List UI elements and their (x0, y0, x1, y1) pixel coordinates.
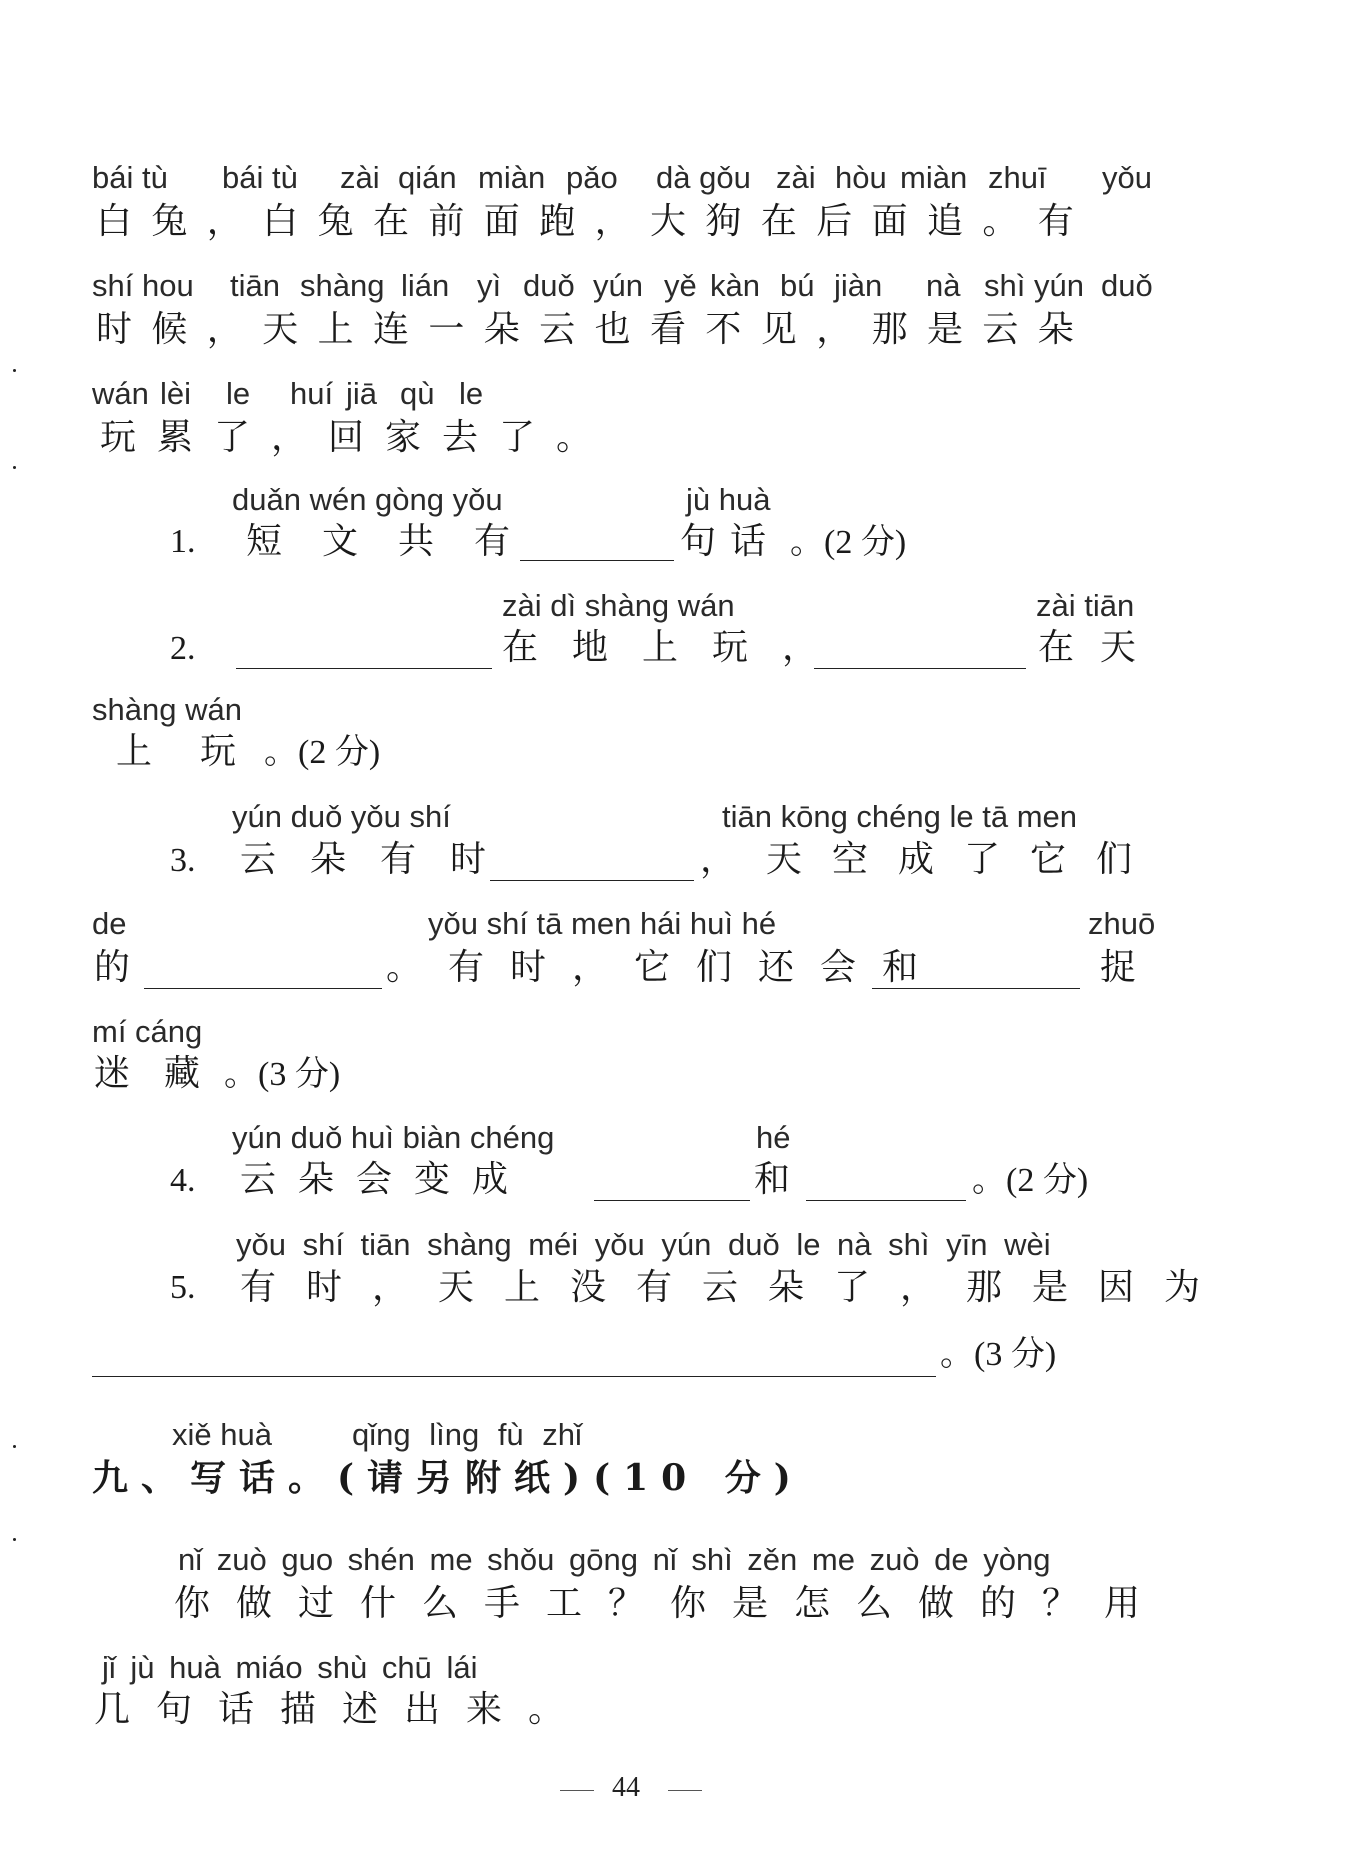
score-label: 。(2 分) (972, 1162, 1089, 1199)
pinyin: nǐ zuò guo shén me shǒu gōng nǐ shì zěn me zuò de yòng (178, 1542, 1051, 1577)
pinyin: jǐ jù huà miáo shù chū lái (102, 1650, 478, 1685)
pinyin: kàn (710, 268, 760, 303)
question-text: 。有时，它们还会和 (386, 947, 945, 988)
pinyin: lián (401, 268, 450, 303)
prompt-text: 你做过什么手工？你是怎么做的？用 (174, 1583, 1167, 1624)
pinyin: yún duǒ huì biàn chéng (232, 1120, 555, 1155)
question-text: 云朵有时 (240, 839, 521, 880)
pinyin: huí (290, 376, 334, 411)
score-label: 。(2 分) (790, 524, 907, 561)
score-label: 。(3 分) (940, 1336, 1057, 1373)
divider (668, 1790, 702, 1791)
pinyin: shàng wán (92, 692, 242, 727)
scan-speck (13, 369, 16, 372)
answer-blank[interactable] (236, 668, 492, 669)
scan-speck (13, 1538, 16, 1541)
pinyin: miàn (478, 160, 546, 195)
question-text: 迷藏 (94, 1053, 235, 1094)
pinyin: dà gǒu (656, 160, 751, 195)
scan-speck (13, 466, 16, 469)
pinyin: zài (340, 160, 380, 195)
pinyin: zài (776, 160, 816, 195)
pinyin: duǒ (523, 268, 575, 303)
score-label: 。(2 分) (264, 734, 381, 771)
pinyin: duǎn wén gòng yǒu (232, 482, 503, 517)
question-text: 云朵会变成 (240, 1159, 531, 1200)
pinyin: yě (664, 268, 697, 303)
answer-blank[interactable] (594, 1200, 750, 1201)
question-text: 短文共有 (246, 521, 551, 562)
question-text: 上玩 (116, 731, 285, 772)
question-number: 5. (170, 1269, 196, 1306)
divider (560, 1790, 594, 1791)
pinyin: wán (92, 376, 149, 411)
pinyin: xiě huà (172, 1417, 272, 1452)
passage-text: 玩累了，回家去了。 (100, 417, 614, 458)
question-number: 4. (170, 1162, 196, 1199)
passage-text: 白兔，白兔在前面跑，大狗在后面追。有 (96, 201, 1094, 242)
pinyin: jiàn (834, 268, 883, 303)
pinyin: shì (984, 268, 1026, 303)
question-number: 1. (170, 523, 196, 560)
prompt-text: 几句话描述出来。 (94, 1689, 591, 1730)
pinyin: bái tù (222, 160, 298, 195)
question-text: 捉 (1100, 947, 1137, 988)
pinyin: miàn (900, 160, 968, 195)
pinyin: bái tù (92, 160, 168, 195)
question-text: 和 (754, 1159, 791, 1200)
question-text: 有时，天上没有云朵了，那是因为 (240, 1267, 1231, 1308)
pinyin: zhuī (988, 160, 1047, 195)
question-number: 2. (170, 630, 196, 667)
answer-blank[interactable] (92, 1376, 936, 1377)
pinyin: yún (1034, 268, 1084, 303)
pinyin: zhuō (1088, 906, 1156, 941)
pinyin: yún (593, 268, 643, 303)
question-text: 的 (94, 947, 131, 988)
pinyin: duǒ (1101, 268, 1153, 303)
pinyin: mí cáng (92, 1014, 203, 1049)
question-text: 在天 (1038, 627, 1163, 668)
pinyin: yì (477, 268, 502, 303)
answer-blank[interactable] (814, 668, 1026, 669)
answer-blank[interactable] (872, 988, 1080, 989)
pinyin: jù huà (686, 482, 771, 517)
score-label: 。(3 分) (224, 1056, 341, 1093)
pinyin: zài dì shàng wán (502, 588, 735, 623)
scan-speck (13, 1445, 16, 1448)
question-text: ，天空成了它们 (700, 839, 1163, 880)
pinyin: pǎo (566, 160, 618, 195)
pinyin: qù (400, 376, 435, 411)
pinyin: lèi (160, 376, 192, 411)
pinyin: yún duǒ yǒu shí (232, 799, 451, 834)
pinyin: shàng (300, 268, 385, 303)
pinyin: le (459, 376, 484, 411)
question-number: 3. (170, 842, 196, 879)
pinyin: nà (926, 268, 961, 303)
pinyin: tiān kōng chéng le tā men (722, 799, 1078, 834)
answer-blank[interactable] (520, 560, 674, 561)
pinyin: qǐng lìng fù zhǐ (352, 1417, 582, 1452)
pinyin: yǒu shí tā men hái huì hé (428, 906, 777, 941)
pinyin: shí hou (92, 268, 194, 303)
question-text: 句话 (680, 521, 781, 562)
pinyin: tiān (230, 268, 280, 303)
pinyin: de (92, 906, 127, 941)
passage-text: 时候，天上连一朵云也看不见，那是云朵 (96, 309, 1094, 350)
pinyin: hé (756, 1120, 791, 1155)
page-number: 44 (612, 1772, 640, 1803)
pinyin: hòu (835, 160, 887, 195)
pinyin: le (226, 376, 251, 411)
pinyin: yǒu (1102, 160, 1152, 195)
answer-blank[interactable] (806, 1200, 966, 1201)
pinyin: bú (780, 268, 815, 303)
question-text: 在地上玩， (502, 627, 853, 668)
answer-blank[interactable] (144, 988, 382, 989)
answer-blank[interactable] (490, 880, 694, 881)
pinyin: yǒu shí tiān shàng méi yǒu yún duǒ le nà shì yīn wèi (236, 1227, 1051, 1262)
section-title: 九、写话。(请另附纸)(10 分) (92, 1457, 804, 1499)
pinyin: jiā (346, 376, 378, 411)
pinyin: zài tiān (1036, 588, 1135, 623)
pinyin: qián (398, 160, 457, 195)
